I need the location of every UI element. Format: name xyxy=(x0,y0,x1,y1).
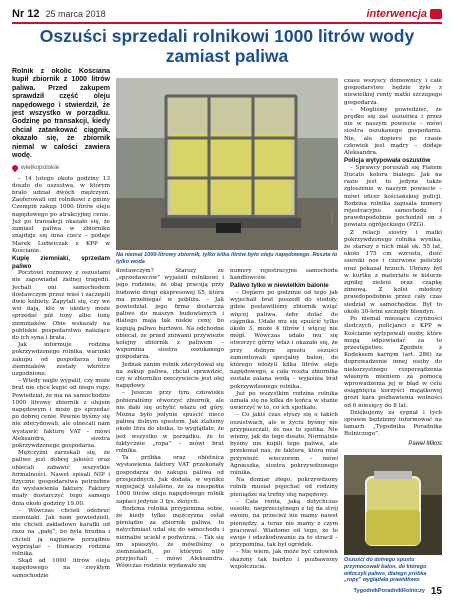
page-footer xyxy=(340,585,442,597)
paragraph: czasu wszyscy domownicy i całe gospodarstwo będzie żyło z niewielkiej renty matki szczupego gospodarza. xyxy=(344,78,442,106)
paragraph: Rodzina rolnika przypomina sobie, że kiedy tylko mężczyzna ostał pieniądze za zbiornik paliwa, to natychmiast udał się do samochodu i niemalże uciekł z podwórza. – Tak się im spieszyło, że mówiliśmy o ziemniakach, po którymi niby przyjechali – mówi Aleksandra. Wówczas rodzinie wydawało się xyxy=(116,505,224,570)
header-rule xyxy=(12,22,442,24)
author-signature: Paweł Mikos xyxy=(408,440,442,447)
paragraph: Z relacji siostry i matki pokrzywdzonego rolnika wynika, że starszy z nich miał ok. 55 lat, około 175 cm wzrostu, dość szeroki nos i czerwone policzki oraz pokazał brzuch. Ubrany był w kurtkę z materiału w kolorze zgniłej zieleni oraz czapkę zimową. Z kolei młodszy prawdopodobnie przez cały czas siedział w samochodzie. Był to około 30-letni szczupły blondyn. xyxy=(344,229,442,315)
subheading: Kupię ziemniaki, sprzedam paliwo xyxy=(12,254,110,270)
paragraph: numery rejestracyjne samochodu handlowców. xyxy=(230,268,338,282)
paragraph: Mężczyźni zarzekali się, że paliwo jest dobrej jakości oraz obiecali zabawić wszystkie formalności. Nawet spisali NIP i fizyczne gospodarstwa potrzebne do wystawienia faktury. Faktury miały dostarczyć tego samego dnia około godziny 19.00. xyxy=(12,450,110,507)
paragraph: Jak informuje rodzina pokrzywdzonego rolnika, warunki zakupu od gospodarza tony ziemniaków zostały wkrótce uzgodnione. xyxy=(12,342,110,377)
subheading: Paliwo tylko w niewielkim balonie xyxy=(230,282,329,290)
paragraph: – Nie wiem, jak może być człowiek skażony tak bardzo i pozbawiony współczucia. xyxy=(230,549,338,570)
paragraph: – Sprawcy poruszali się Fiatem Ducato koloru białego. Jak na razie jest to jedyne także zgłoszenie w naszym powiecie – mówi oficer kościańskiej policji. Rodzina rolnika zapisała numery rejestracyjne samochodu i prawdopodobnie pochodził on z powiatu ogrójeckiego (PZG). xyxy=(344,164,442,229)
paragraph: Na domiar złego, pokrzywdzony rolnik musiał pojechać od rodziny pieniądze na trefny olej napędowy. xyxy=(230,477,338,498)
ibc-tank-image xyxy=(116,78,338,250)
column-2 xyxy=(116,268,224,593)
page-header xyxy=(12,6,442,22)
region-label: wielkopolskie xyxy=(21,164,60,172)
paragraph: – Wtedy nagle wypalił, czy może brat nie chce kupić od niego ropy. Powiedział, że ma na samochodzie 1000 litrowy zbiornik z olejem napędowym i może go sprzedać po dobrej cenie. Pewnie byśmy się nie zdecydowali, ale obiecali nam wystawić fakturę VAT – mówi Aleksandra, siostra pokrzywdzonego gospodarza. xyxy=(12,378,110,449)
page-number: 15 xyxy=(430,585,442,597)
column-4 xyxy=(344,78,442,450)
photo-caption: Na niemal 1000-litrowy zbiornik, tylko kilka litrów było oleju napędowego. Reszta to tylko woda xyxy=(116,252,338,265)
paragraph: – Co jakiś czas słyszy się o takich oszustwach, ale w życiu byśmy nie przypuszczali, że nas to spotka. Nie wiemy, jak do tego doszło. Normalnie byśmy nie kupili tego paliwa, ale przekonał nas, że faktura, która miał przywieźć wieczorem – mówi Agnieszka, siostra pokrzywdzonego rolnika. xyxy=(230,412,338,477)
magazine-logo: TygodnikPoradnikRolniczy xyxy=(353,588,425,594)
paragraph: Ta próbka oraz obietnica wystawienia faktury VAT przekonały gospodarza do zakupu paliwa od przejezdnych. Jak dodała, w wyniku negocjacji ustalono, że za niespełna 1000 litrów oleju napędowego rolnik zapłaci jedynie 3 tys. złotych. xyxy=(116,455,224,505)
column-1 xyxy=(12,68,110,593)
photo2-caption: Oszuści do dolnego spustu przymocowali balon, do którego wtłoczyli paliwo, dlatego próbka „ropy” wyglądała prawidłowo xyxy=(344,557,427,584)
column-3 xyxy=(230,268,338,593)
paragraph: Po niemal miesiącu czynności śledczych, policjanci z KPP w Kościanie wytypowali osoby, które mogą odpowiadać za to przestępstwo. Zgodnie z Kodeksem karnym (art. 286) za doprowadzenie innej osoby do niekorzystnego rozporządzenia własnym mieniem za pomocą wprowadzenia jej w błąd w celu osiągnięcia korzyści majątkowej grozi kara pozbawienia wolności od 6 miesięcy do 8 lat. xyxy=(344,316,442,409)
paragraph: – Jeszcze przy tym człowieku pobieraliśmy otworzyć zbiornik, ale nie dało się uchylić włazu od góry. Można było jedynie spuścić nieco paliwa dolnym spustem. Jak zlaliśmy około litra do słoika, to wyglądało, że jest wszystko w porządku, że to faktycznie „ropa” – mówi brat rolnika. xyxy=(116,390,224,455)
paragraph: Jednak zanim rolnik zdecydował się na zakup paliwa, chciał sprawdzić, czy w zbiorniku rzeczywiście jest olej napędowy. xyxy=(116,361,224,390)
ibc-tank-photo xyxy=(116,78,338,250)
section-text: interwencja xyxy=(366,8,427,20)
author-region xyxy=(12,164,110,171)
section-label xyxy=(366,8,442,20)
paragraph: Skąd ad 1000 litrów oleju napędowego na zwykłym samochodzie xyxy=(12,558,110,579)
paragraph: – Mogliśmy powiedzieć, że prędko się zaś oszustwa i przez nie w naszym powiecie – mówi siostra oszukanego gospodarza. Nie, ale dopiero po czasie człowiek jest mądry – dodaje Aleksandra. xyxy=(344,106,442,157)
paragraph: – 14 lutego około godziny 13 doszło do oszustwa, w którym brało udział dwóch mężczyzn. Zaoferowali oni rolnikowi z gminy Czempiń zakup 1000 litrów oleju napędowego po atrakcyjnej cenie. Już po transakcji okazało się, że zamiast paliwa w zbiorniku znajduje się inna ciecz – podaje Marek Ludwiczak z KPP w Kościanie. xyxy=(12,175,110,254)
photo-credit: Pixabay xyxy=(330,210,335,225)
paragraph: Dziękujemy za sygnał i tych sprawie będziemy informować na łamach „Tygodnika Poradnika Rolniczego”. xyxy=(344,409,442,438)
paragraph: dostawczym? Starszy ze „sprzedawców” wyjaśnił rolnikowi i jego rodzinie, że obaj pracują przy budowie drogi ekspresowej S5, która ma przebiegać w pobliżu. – Jak powiedział, jego firma dostarcza paliwo do maszyn budowlanych i dlatego mają tak niskie ceny, bo kupują paliwo hurtowo. Na odchodne obiecał, że przed zniwami przywiezie kolejny zbiornik z paliwem – wspomina siostra oszukanego gospodarza. xyxy=(116,268,224,361)
subheading: Policja wytypowała oszustów xyxy=(344,157,431,165)
paragraph: – Dopiero po godzinie od tego jak wyjechali brat poszedł do stodoły, gdzie postawiliśmy zbiornik wziąć więcej paliwa, żeby dolać do ciągnika. Udało mu się spuścić tylko około 3, może 4 litrów i więcej nie mógł. Wówczas udało mu się otworzyć górny właz i okazało się, że przy dolnym spustu oszuści zamontowali specjalny balon, do którego włożyli kilka litrów oleju napędowego, a cała reszta zbiornika została zalana wodą – wyjaśnia brat pokrzywdzonego rolnika. xyxy=(230,290,338,390)
article-title: Oszuści sprzedali rolnikowi 1000 litrów wody zamiast paliwa xyxy=(39,26,415,66)
fuel-sample-photo xyxy=(344,455,442,555)
paragraph: – Cała renta, jaką dotychczas oszołło, nieprzeciętnego z tej na strój swoim, na przecież nie mamy nawet pieniędzy, a teraz nie mamy z czym pracować. Wiadomo od tego, że to swoje i odszkodowanie za to stracił – przypomina, tak był ogródek. xyxy=(230,498,338,549)
paragraph: – Wówczas chcieli odebrać ziemniaki. Jak nam powiedzieli, nie chcieli zakładowo karafki od razu na „pałę”, bo była brudna i chcieli ją najpierw porządnie wyprzątać – tłumaczy rodzina rolnika. xyxy=(12,507,110,558)
issue-date: 25 marca 2018 xyxy=(45,9,106,19)
paragraph: Pocztowi rozmowy z oszustami nie zapowiadał żadnej tragedii. Jechali oni samochodem dostawczym przez wieś i zaczepili dwie kobiety. Zapytali się, czy we wsi dają, kto w okolicy może sprzedać pół tony albo tonę ziemniaków. Obie wskazały na pobliskie gospodarstwo należące do ich syna i brata. xyxy=(12,270,110,341)
paragraph: Już po wszystkim rodzina rolnika uznała się na kilka do końca w stanie uwierzyć w to, co ich spotkało. xyxy=(230,390,338,412)
megaphone-icon xyxy=(430,9,442,19)
location-pin-icon xyxy=(12,164,19,172)
fuel-sample-image xyxy=(344,455,442,555)
issue-number: Nr 12 xyxy=(12,8,40,20)
article-lead: Rolnik z okolic Kościana kupił zbiornik z 1000 litrów paliwa. Przed zakupem sprawdził część oleju napędowego i stwierdził, że jest wszystko w porządku. Godzinę po transakcji, kiedy chciał zatankować ciągnik, okazało się, że zbiornik niemal w całości zawiera wodę. xyxy=(12,68,110,160)
